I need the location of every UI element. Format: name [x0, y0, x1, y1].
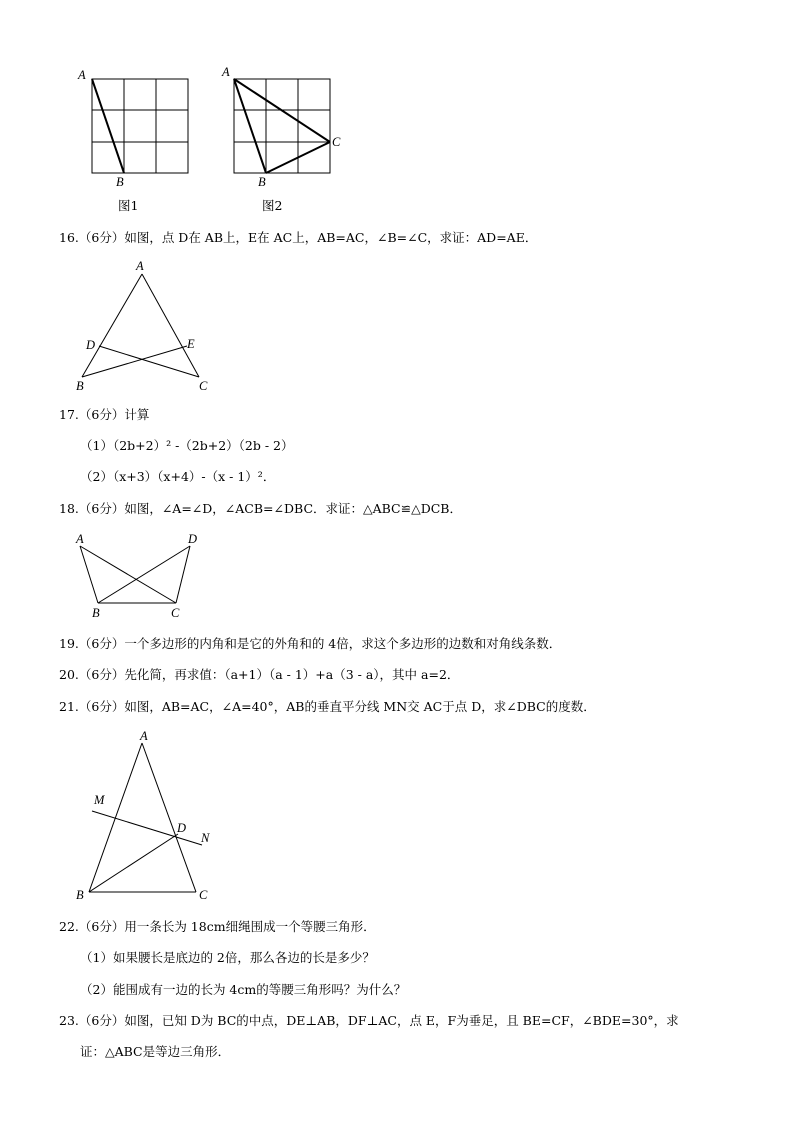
- question-20: 20.（6分）先化简，再求值：（a+1）（a - 1）+a（3 - a），其中 a=2．: [59, 667, 460, 682]
- question-17: 17.（6分）计算: [59, 407, 150, 422]
- point-label: M: [94, 793, 105, 807]
- point-label: C: [199, 379, 208, 393]
- figure-21: [70, 727, 230, 907]
- point-label: A: [76, 532, 84, 546]
- segment-ab: [92, 79, 124, 173]
- point-label: B: [76, 379, 84, 393]
- segment-ab: [234, 79, 266, 173]
- figure-line: [142, 743, 196, 892]
- figure-line: [176, 546, 190, 603]
- figure-line: [98, 546, 190, 603]
- point-label: C: [171, 606, 180, 620]
- question-19: 19.（6分）一个多边形的内角和是它的外角和的 4倍，求这个多边形的边数和对角线条数．: [59, 636, 562, 651]
- figure-2: [214, 64, 354, 194]
- label-b: B: [116, 175, 124, 189]
- question-22-part-1: （1）如果腰长是底边的 2倍，那么各边的长是多少？: [80, 950, 375, 965]
- label-c: C: [332, 135, 341, 149]
- point-label: D: [188, 532, 198, 546]
- figure-line: [92, 79, 188, 173]
- figure-18: [70, 530, 220, 625]
- point-label: E: [187, 337, 195, 351]
- question-22: 22.（6分）用一条长为 18cm细绳围成一个等腰三角形．: [59, 919, 376, 934]
- label-a: A: [78, 68, 86, 82]
- question-17-part-2: （2）（x+3）（x+4）-（x - 1）²．: [80, 469, 276, 484]
- point-label: C: [199, 888, 208, 902]
- point-label: D: [86, 338, 96, 352]
- question-17-part-1: （1）（2b+2）² -（2b+2）（2b - 2）: [80, 438, 294, 453]
- question-22-part-2: （2）能围成有一边的长为 4cm的等腰三角形吗？为什么？: [80, 982, 407, 997]
- point-label: A: [136, 259, 144, 273]
- figure-2-caption: 图2: [262, 198, 283, 213]
- figure-1: [70, 64, 200, 194]
- question-23: 23.（6分）如图，已知 D为 BC的中点，DE⊥AB，DF⊥AC，点 E，F为垂足，且 BE=CF，∠BDE=30°，求: [59, 1013, 679, 1028]
- figure-line: [80, 546, 176, 603]
- figure-line: [234, 79, 330, 173]
- point-label: B: [76, 888, 84, 902]
- figure-line: [89, 834, 178, 892]
- point-label: A: [140, 729, 148, 743]
- question-21: 21.（6分）如图，AB=AC，∠A=40°，AB的垂直平分线 MN交 AC于点 D，求∠DBC的度数．: [59, 699, 596, 714]
- question-16: 16.（6分）如图，点 D在 AB上，E在 AC上，AB=AC，∠B=∠C，求证：AD=AE．: [59, 230, 538, 245]
- point-label: N: [201, 831, 210, 845]
- question-18: 18.（6分）如图，∠A=∠D，∠ACB=∠DBC．求证：△ABC≌△DCB．: [59, 501, 462, 516]
- point-label: D: [177, 821, 187, 835]
- question-23-continued: 证：△ABC是等边三角形．: [80, 1044, 231, 1059]
- figure-line: [89, 743, 142, 892]
- point-label: B: [92, 606, 100, 620]
- figure-16: [70, 258, 220, 398]
- label-b: B: [258, 175, 266, 189]
- figure-1-caption: 图1: [118, 198, 139, 213]
- label-a: A: [222, 65, 230, 79]
